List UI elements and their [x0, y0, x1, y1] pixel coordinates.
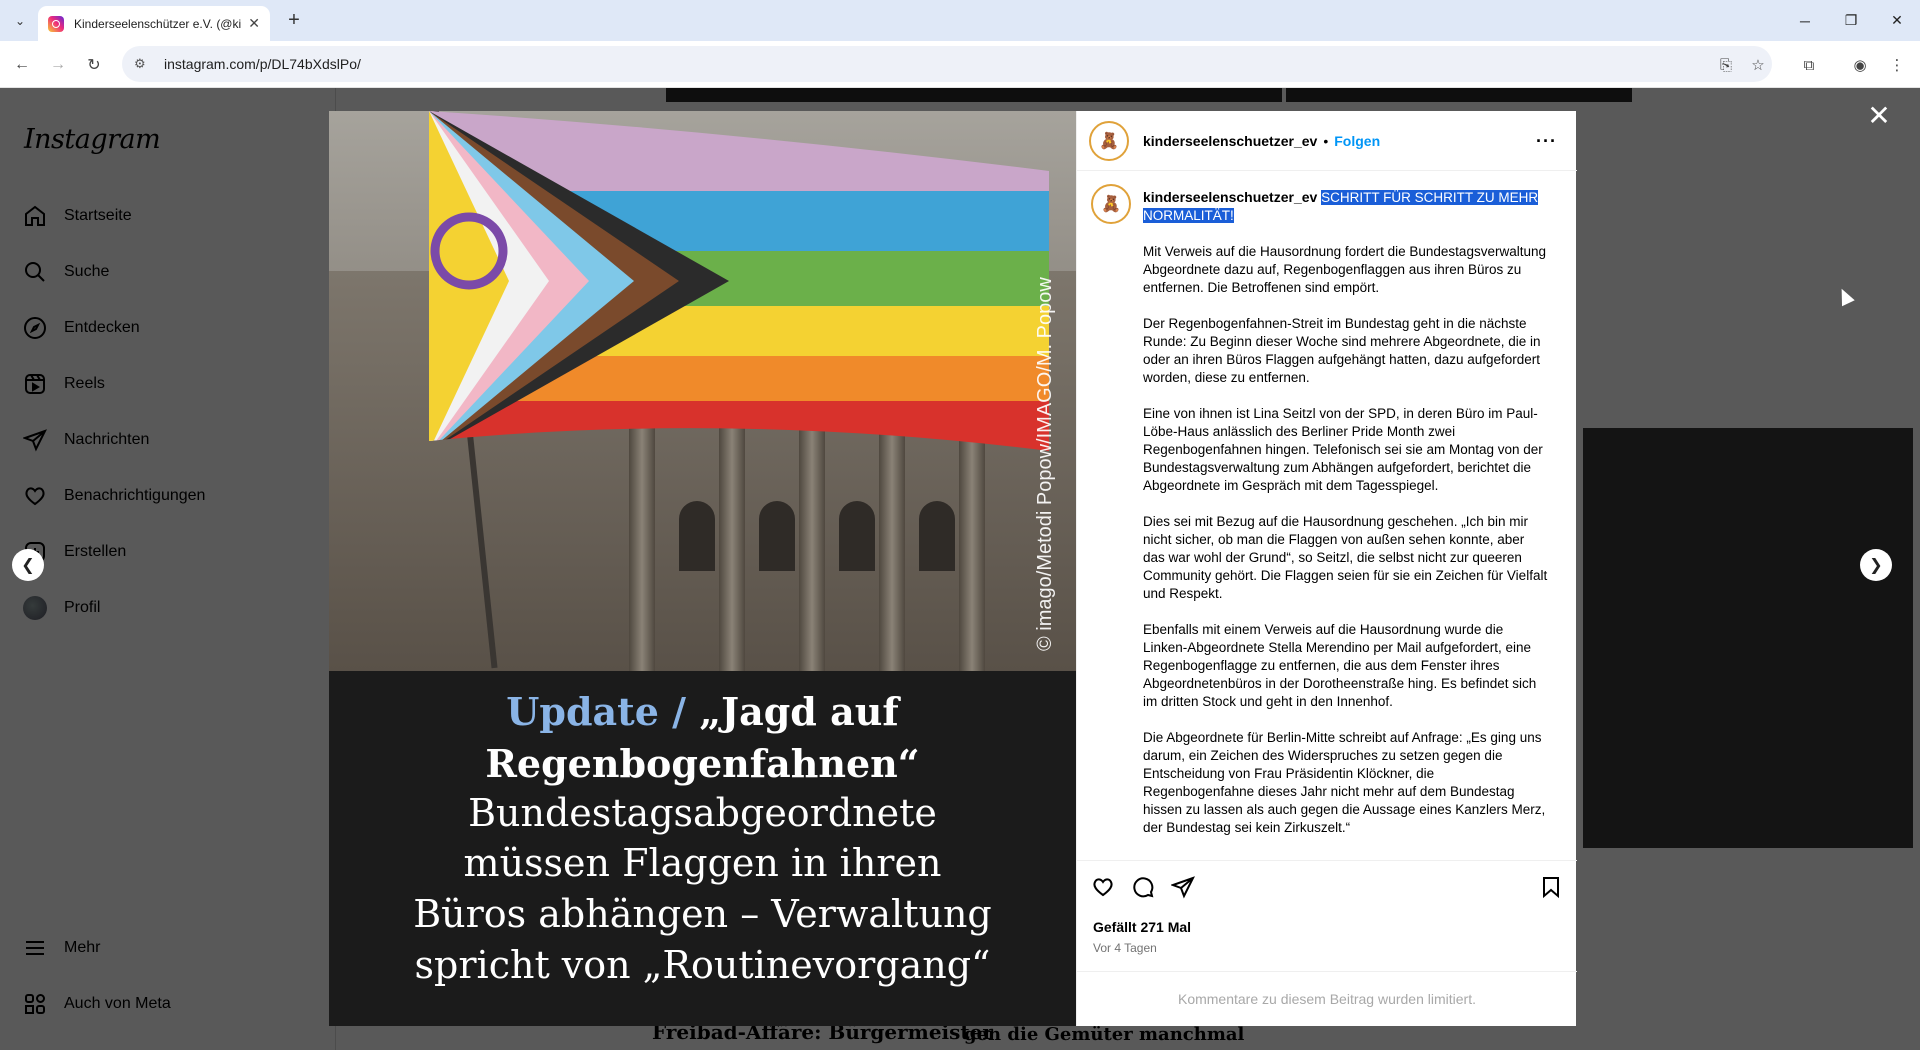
likes-count[interactable]: Gefällt 271 Mal	[1093, 919, 1192, 935]
minimize-icon[interactable]: ─	[1800, 12, 1810, 29]
headline-line-6: spricht von „Routinevorgang“	[414, 943, 991, 987]
browser-menu-icon[interactable]: ⋮	[1889, 57, 1905, 74]
previous-post-button[interactable]: ❮	[12, 549, 44, 581]
author-avatar[interactable]: 🧸	[1089, 121, 1129, 161]
headline-line-1-text: „Jagd auf	[699, 689, 899, 734]
headline-line-1	[329, 689, 1076, 734]
browser-tab-active[interactable]	[38, 6, 270, 41]
next-post-button[interactable]: ❯	[1860, 549, 1892, 581]
post-actions	[1077, 860, 1577, 910]
extensions-icon[interactable]: ⧉	[1803, 56, 1815, 74]
caption-paragraph: Ebenfalls mit einem Verweis auf die Hausordnung wurde die Linken-Abgeordnete Stella Merendino per Mail aufgefordert, eine Regenbogenflagge zu entfernen, die aus dem Fenster ihres Abgeordnetenbüros in der Dorotheenstraße hing. Es befindet sich im dritten Stock und geht in den Innenhof.	[1143, 622, 1537, 709]
post-side-panel	[1076, 111, 1576, 1026]
address-bar[interactable]	[122, 46, 1772, 82]
caption-paragraph: Dies sei mit Bezug auf die Hausordnung geschehen. „Ich bin mir nicht sicher, ob man die Flaggen von außen sehen konnte, aber das war wohl der Grund“, so Seitzl, die selbst nicht zur queeren Community gehört. Die Flaggen seien für sie ein Zeichen für Vielfalt und Respekt.	[1143, 514, 1548, 601]
back-icon[interactable]: ←	[14, 56, 30, 73]
post-media[interactable]	[329, 111, 1076, 1026]
headline-line-4: müssen Flaggen in ihren	[463, 841, 942, 885]
url-text[interactable]: instagram.com/p/DL74bXdslPo/	[164, 56, 361, 72]
tab-search-chevron-icon[interactable]: ⌄	[14, 14, 26, 28]
comment-icon[interactable]	[1129, 873, 1157, 901]
save-bookmark-icon[interactable]	[1537, 873, 1565, 901]
profile-icon[interactable]: ◉	[1853, 57, 1867, 74]
post-header	[1077, 111, 1577, 171]
caption-paragraph: Mit Verweis auf die Hausordnung fordert die Bundestagsverwaltung Abgeordnete dazu auf, Regenbogenflaggen aus ihren Büros zu entfernen. Die Betroffenen sind empört.	[1143, 244, 1546, 295]
post-photo	[329, 111, 1076, 671]
author-username[interactable]: kinderseelenschuetzer_ev	[1143, 132, 1318, 149]
progress-pride-flag-image	[429, 111, 1049, 451]
caption-area[interactable]	[1077, 172, 1577, 860]
browser-tab-strip	[0, 0, 1920, 41]
site-info-icon[interactable]: ⚙	[134, 56, 146, 71]
window-close-icon[interactable]: ✕	[1891, 12, 1903, 28]
caption-text	[1143, 188, 1548, 837]
share-icon[interactable]	[1169, 873, 1197, 901]
forward-icon[interactable]: →	[50, 56, 66, 73]
headline-line-2: Regenbogenfahnen“	[485, 741, 920, 786]
caption-highlight: SCHRITT FÜR SCHRITT ZU MEHR	[1321, 190, 1539, 205]
restore-icon[interactable]: ❐	[1844, 12, 1858, 28]
post-time[interactable]: Vor 4 Tagen	[1093, 941, 1157, 955]
caption-paragraph: Eine von ihnen ist Lina Seitzl von der SPD, in deren Büro im Paul-Löbe-Haus anlässlich des Berliner Pride Month zwei Regenbogenfahnen hingen. Telefonisch sei sie am Montag von der Bundestagsverwaltung zum Abhängen aufgefordert, berichtet die Abgeordnete im Gespräch mit dem Tagesspiegel.	[1143, 406, 1543, 493]
caption-username[interactable]: kinderseelenschuetzer_ev	[1143, 189, 1318, 205]
caption-highlight: NORMALITÄT!	[1143, 208, 1234, 223]
image-credit: © imago/Metodi Popow/IMAGO/M. Popow	[1034, 277, 1056, 651]
instagram-favicon-icon	[48, 16, 64, 32]
tab-close-icon[interactable]: ✕	[248, 15, 260, 31]
headline-line-3: Bundestagsabgeordnete	[468, 791, 937, 835]
reload-icon[interactable]: ↻	[87, 57, 101, 74]
headline-line-5: Büros abhängen – Verwaltung	[413, 892, 992, 936]
tab-title: Kinderseelenschützer e.V. (@ki	[74, 16, 242, 31]
comments-limited-notice: Kommentare zu diesem Beitrag wurden limitiert.	[1077, 971, 1577, 1026]
bookmark-star-icon[interactable]: ☆	[1751, 57, 1765, 74]
post-modal	[329, 111, 1576, 1026]
follow-button[interactable]: Folgen	[1334, 132, 1381, 149]
headline-update-label: Update /	[506, 689, 687, 734]
close-modal-icon[interactable]: ✕	[1867, 99, 1891, 131]
caption-avatar[interactable]: 🧸	[1091, 184, 1131, 224]
caption-paragraph: Die Abgeordnete für Berlin-Mitte schreibt auf Anfrage: „Es ging uns darum, ein Zeichen des Widerspruches zu setzen gegen die Entscheidung von Frau Präsidentin Klöckner, die Regenbogenfahne dieses Jahr nicht mehr auf dem Bundestag hissen zu lassen als auch gegen die Aussage eines Kanzlers Merz, der Bundestag sei kein Zirkuszelt.“	[1143, 730, 1546, 835]
like-heart-icon[interactable]	[1089, 873, 1117, 901]
more-options-icon[interactable]: ···	[1536, 131, 1557, 151]
new-tab-button[interactable]: +	[288, 9, 300, 31]
caption-paragraph: Der Regenbogenfahnen-Streit im Bundestag geht in die nächste Runde: Zu Beginn dieser Woche sind mehrere Abgeordnete, die in oder an ihren Büros Flaggen aufgehängt hatten, dazu aufgefordert worden, diese zu entfernen.	[1143, 316, 1541, 385]
separator-dot: •	[1323, 132, 1329, 149]
browser-toolbar	[0, 41, 1920, 88]
install-app-icon[interactable]: ⎘	[1719, 56, 1732, 74]
